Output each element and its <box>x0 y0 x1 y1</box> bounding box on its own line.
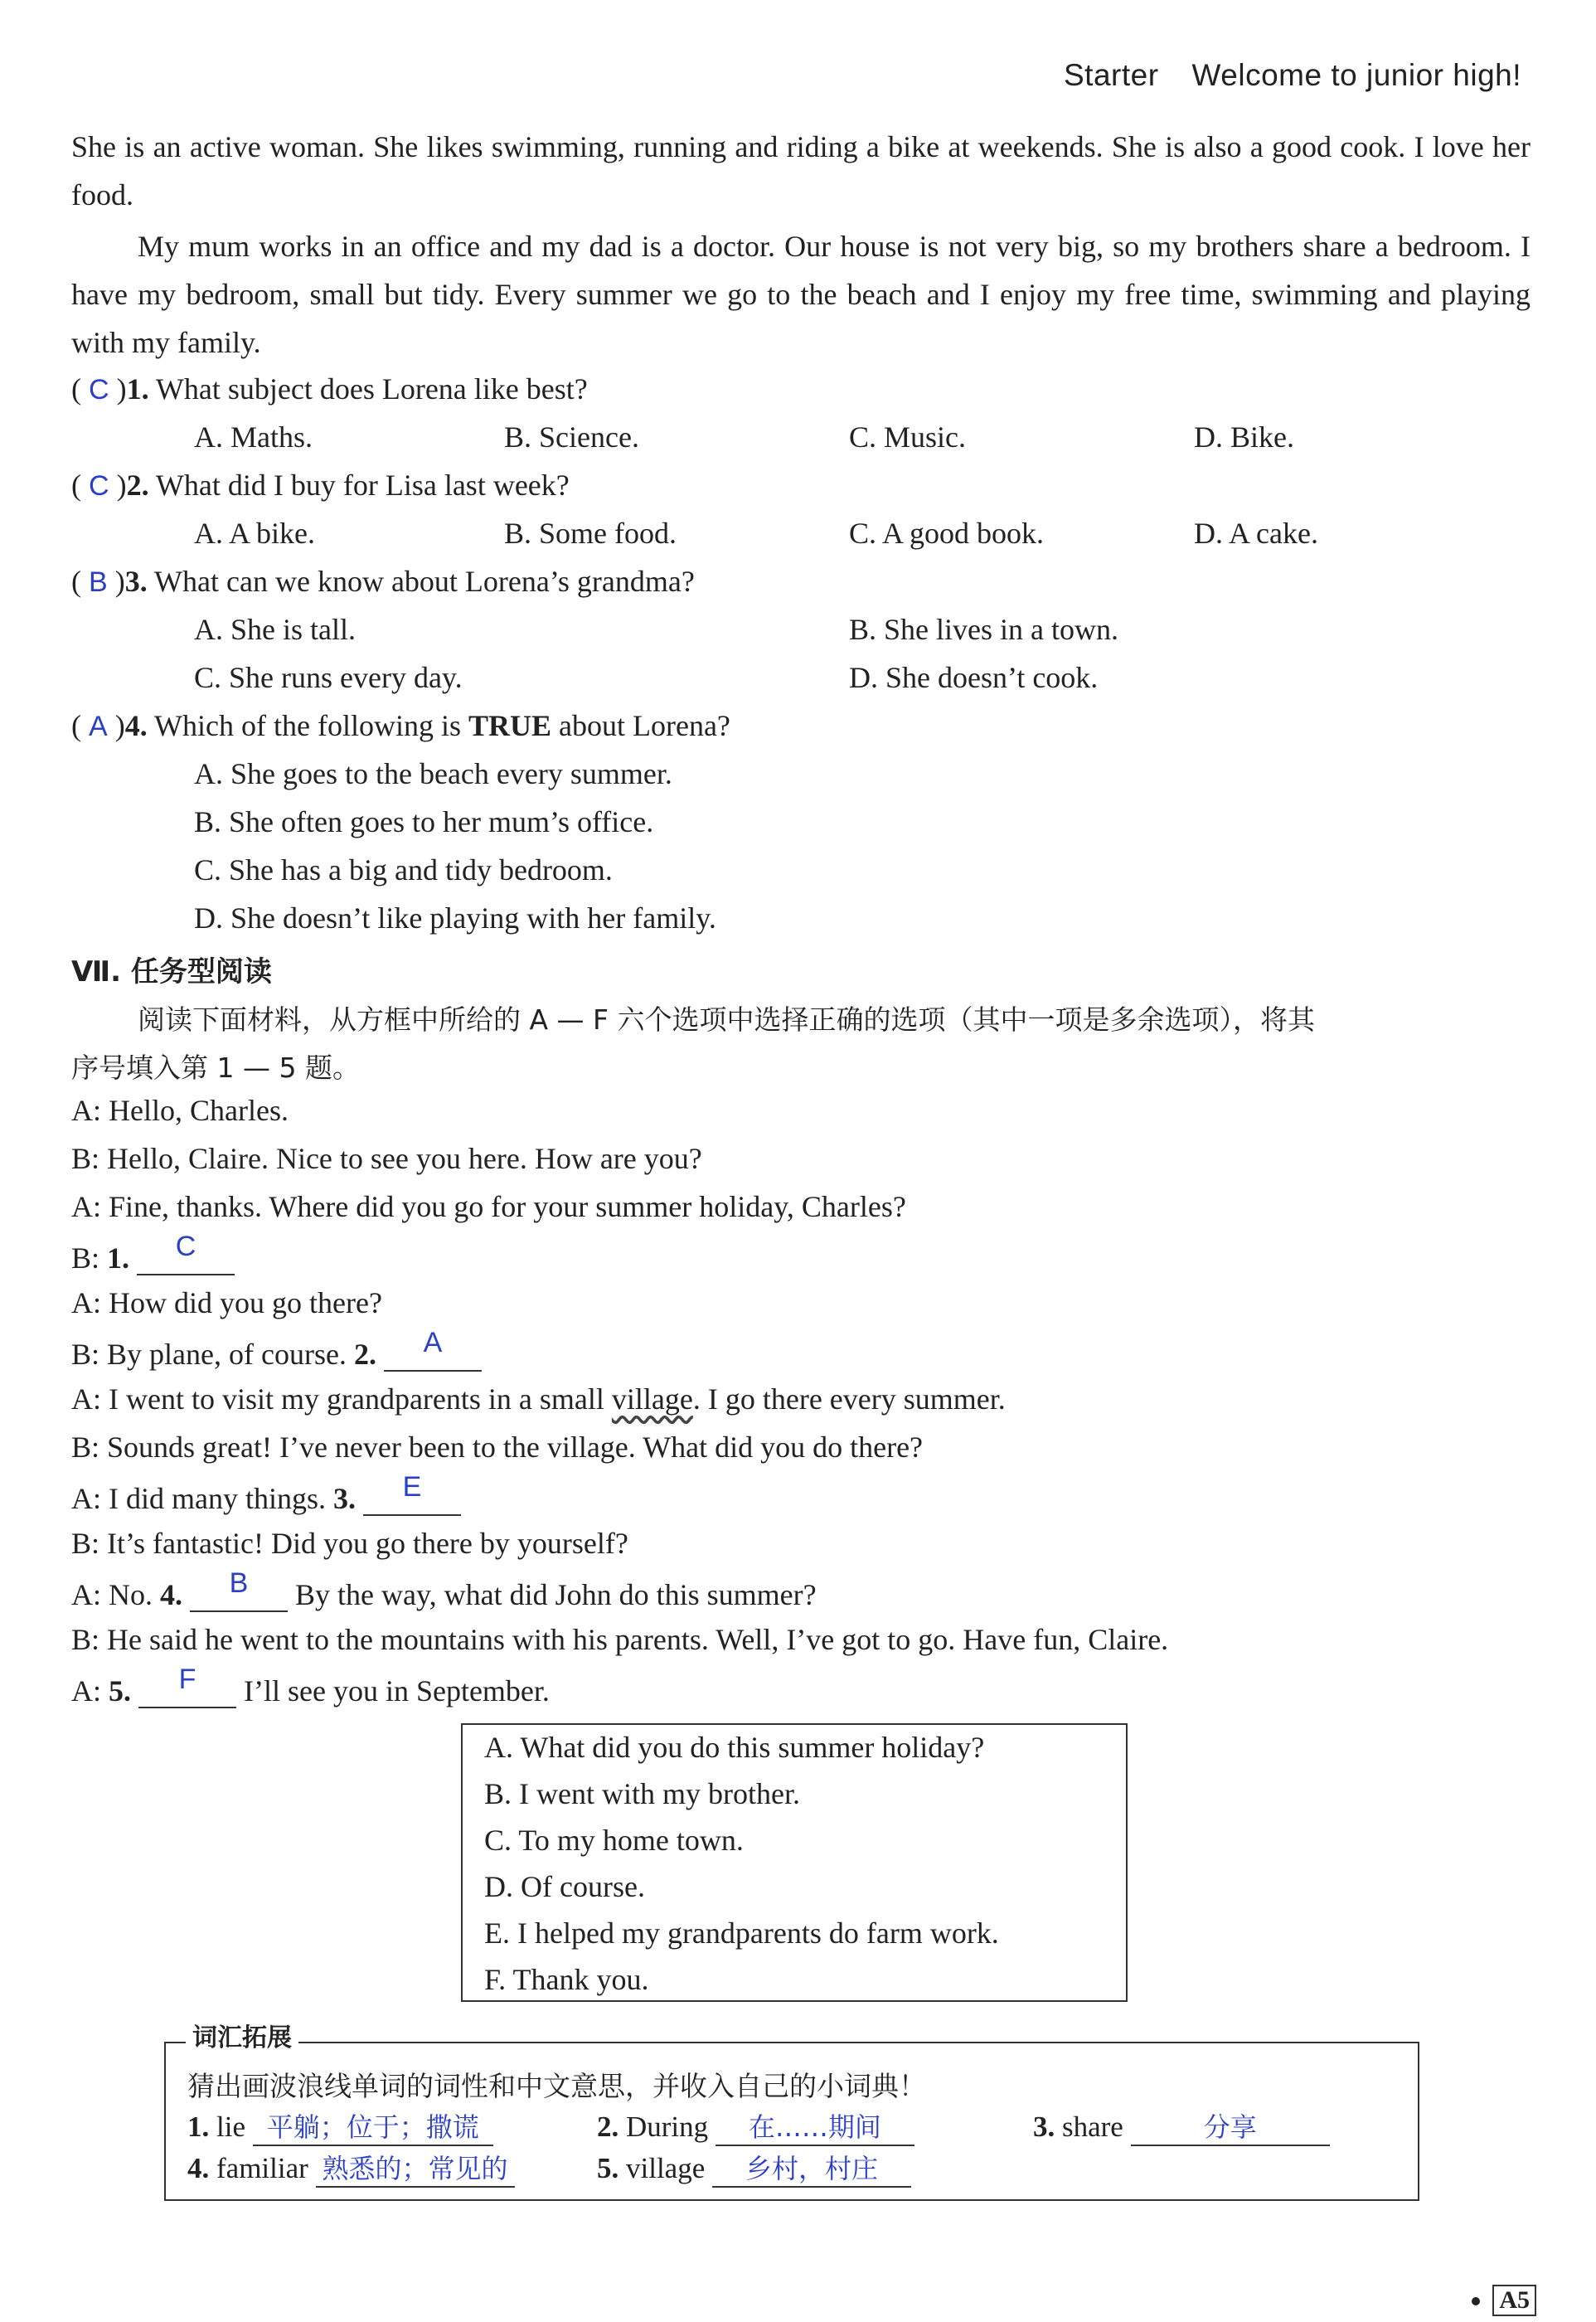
unit-title: Welcome to junior high! <box>1191 58 1521 92</box>
q3-option-b: B. She lives in a town. <box>849 613 1118 646</box>
q1-option-c: C. Music. <box>849 420 967 454</box>
blank-1: C <box>137 1237 235 1275</box>
dialogue-line-12: B: He said he went to the mountains with his parents. Well, I’ve got to go. Have fun, Claire. <box>71 1623 1169 1656</box>
q2-option-b: B. Some food. <box>504 517 677 550</box>
options-box <box>461 1723 1128 2002</box>
vocab-item-3: 3. share 分享 <box>1033 2106 1330 2146</box>
dialogue-line-8: B: Sounds great! I’ve never been to the village. What did you do there? <box>71 1431 924 1464</box>
page-header <box>1064 58 1521 93</box>
dialogue-line-5: A: How did you go there? <box>71 1286 382 1319</box>
vocab-item-2: 2. During 在……期间 <box>597 2106 914 2146</box>
passage-paragraph-2: My mum works in an office and my dad is a doctor. Our house is not very big, so my brothers share a bedroom. I have my bedroom, small but tidy. Every summer we go to the beach and I enjoy my free time, swimming and playing with my family. <box>71 230 1531 359</box>
answer-4: A <box>89 711 108 742</box>
question-4: ( A )4. Which of the following is TRUE about Lorena? <box>71 709 730 742</box>
question-2: ( C )2. What did I buy for Lisa last week? <box>71 469 570 502</box>
q3-option-d: D. She doesn’t cook. <box>849 661 1099 694</box>
vocab-answer-2: 在……期间 <box>716 2106 914 2146</box>
q2-option-c: C. A good book. <box>849 517 1045 550</box>
q1-option-a: A. Maths. <box>194 420 313 454</box>
vocab-item-4: 4. familiar 熟悉的；常见的 <box>187 2148 515 2188</box>
q3-option-a: A. She is tall. <box>194 613 356 646</box>
question-1: ( C )1. What subject does Lorena like best? <box>71 372 588 406</box>
q1-option-b: B. Science. <box>504 420 639 454</box>
dialogue-line-6: B: By plane, of course. 2. A <box>71 1333 482 1372</box>
answer-3: B <box>89 566 108 598</box>
dialogue-line-3: A: Fine, thanks. Where did you go for your summer holiday, Charles? <box>71 1190 906 1223</box>
box-option-d: D. Of course. <box>484 1870 645 1903</box>
box-option-b: B. I went with my brother. <box>484 1777 800 1810</box>
vocab-instruction: 猜出画波浪线单词的词性和中文意思，并收入自己的小词典！ <box>187 2070 926 2102</box>
section-instruction-2: 序号填入第 1 — 5 题。 <box>71 1052 360 1084</box>
vocab-item-5: 5. village 乡村，村庄 <box>597 2148 911 2188</box>
q4-option-c: C. She has a big and tidy bedroom. <box>194 853 613 887</box>
vocab-answer-5: 乡村，村庄 <box>712 2148 911 2188</box>
answer-1: C <box>89 374 109 406</box>
q1-option-d: D. Bike. <box>1194 420 1294 454</box>
q3-option-c: C. She runs every day. <box>194 661 463 694</box>
dialogue-line-2: B: Hello, Claire. Nice to see you here. How are you? <box>71 1142 702 1175</box>
vocab-answer-1: 平躺；位于；撒谎 <box>253 2106 493 2146</box>
section-instruction-1: 阅读下面材料，从方框中所给的 A — F 六个选项中选择正确的选项（其中一项是多余选项），将其 <box>138 1003 1316 1036</box>
dialogue-line-10: B: It’s fantastic! Did you go there by yourself? <box>71 1527 628 1560</box>
vocab-item-1: 1. lie 平躺；位于；撒谎 <box>187 2106 493 2146</box>
dialogue-line-11: A: No. 4. B By the way, what did John do this summer? <box>71 1567 817 1611</box>
passage-paragraph-1: She is an active woman. She likes swimming, running and riding a bike at weekends. She is also a good cook. I love her food. <box>71 130 1531 211</box>
q2-option-a: A. A bike. <box>194 517 316 550</box>
page-number: A5 <box>1492 2285 1536 2316</box>
box-option-c: C. To my home town. <box>484 1824 744 1857</box>
blank-2: A <box>384 1333 482 1372</box>
wavy-word-village: village <box>611 1382 693 1416</box>
unit-label: Starter <box>1064 58 1159 92</box>
blank-5: F <box>138 1670 236 1708</box>
question-3: ( B )3. What can we know about Lorena’s grandma? <box>71 565 695 598</box>
section-title: Ⅶ. 任务型阅读 <box>71 955 272 989</box>
box-option-e: E. I helped my grandparents do farm work. <box>484 1916 999 1950</box>
q2-option-d: D. A cake. <box>1194 517 1318 550</box>
dialogue-line-1: A: Hello, Charles. <box>71 1094 289 1127</box>
q4-option-b: B. She often goes to her mum’s office. <box>194 805 654 838</box>
vocab-answer-3: 分享 <box>1131 2106 1330 2146</box>
blank-3: E <box>363 1478 461 1516</box>
vocab-answer-4: 熟悉的；常见的 <box>316 2148 515 2188</box>
answer-2: C <box>89 470 109 502</box>
decorative-dot <box>1472 2297 1480 2305</box>
blank-4: B <box>190 1574 288 1612</box>
box-option-f: F. Thank you. <box>484 1963 649 1996</box>
box-option-a: A. What did you do this summer holiday? <box>484 1731 985 1764</box>
q4-option-d: D. She doesn’t like playing with her family. <box>194 901 716 935</box>
vocab-title: 词汇拓展 <box>186 2017 298 2053</box>
dialogue-line-9: A: I did many things. 3. E <box>71 1478 461 1516</box>
dialogue-line-4: B: 1. C <box>71 1237 235 1275</box>
dialogue-line-13: A: 5. F I’ll see you in September. <box>71 1664 550 1707</box>
q4-option-a: A. She goes to the beach every summer. <box>194 757 672 790</box>
dialogue-line-7: A: I went to visit my grandparents in a small village. I go there every summer. <box>71 1382 1006 1416</box>
